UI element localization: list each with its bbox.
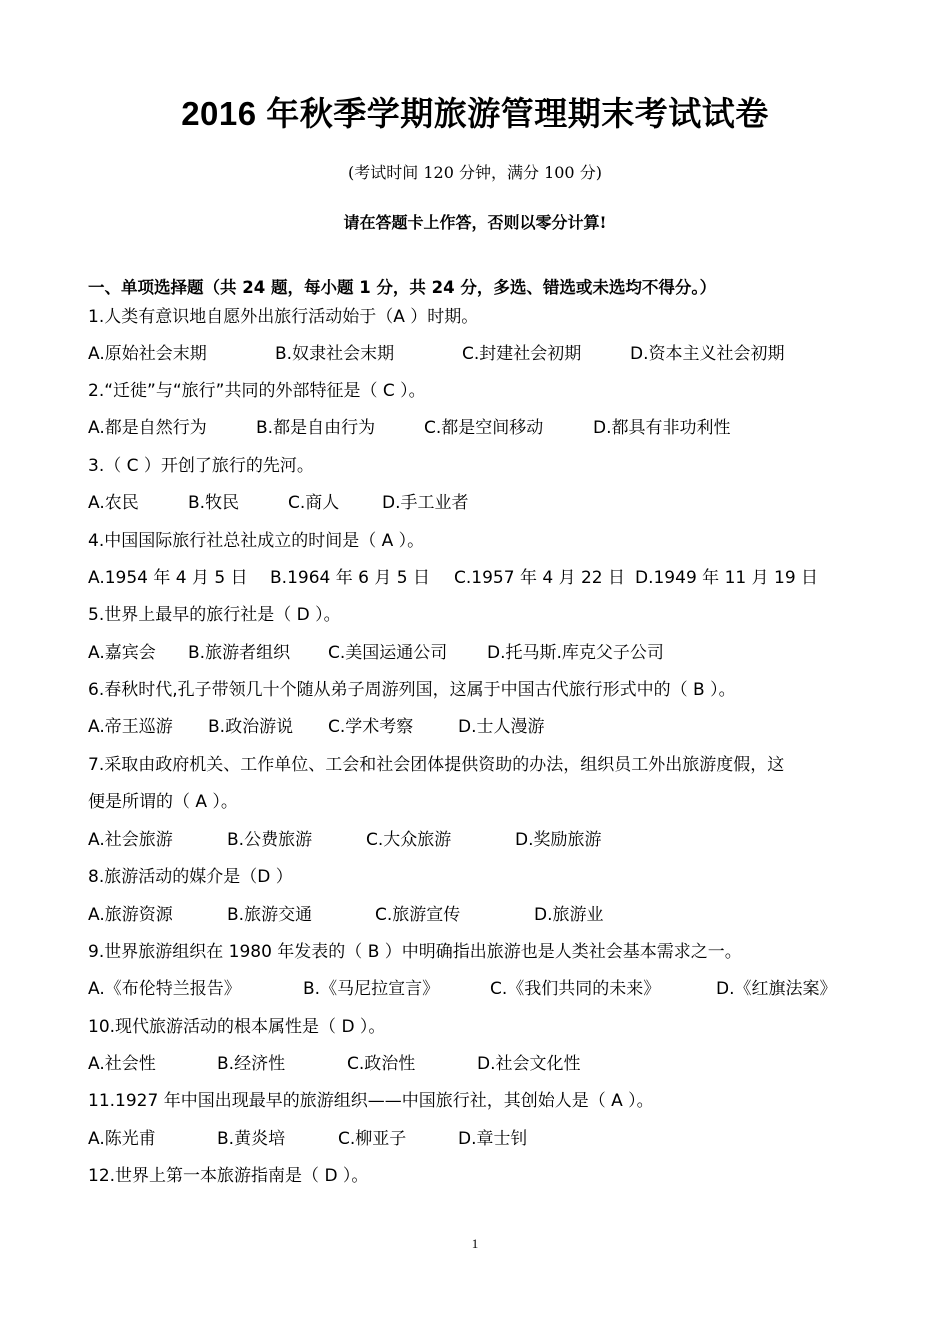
option-a: A.农民: [88, 493, 139, 513]
option-d: D.士人漫游: [458, 717, 545, 737]
option-d: D.《红旗法案》: [716, 979, 837, 999]
option-b: B.都是自由行为: [256, 418, 376, 438]
question-8: 8.旅游活动的媒介是（D ）: [88, 867, 293, 887]
option-b: B.黄炎培: [217, 1129, 286, 1149]
question-6: 6.春秋时代,孔子带领几十个随从弟子周游列国，这属于中国古代旅行形式中的（ B ）。: [88, 680, 736, 700]
option-b: B.《马尼拉宣言》: [303, 979, 440, 999]
question-9-options: [88, 977, 878, 1001]
option-c: C.学术考察: [328, 717, 414, 737]
option-a: A.旅游资源: [88, 905, 173, 925]
option-a: A.陈光甫: [88, 1129, 156, 1149]
question-5: 5.世界上最早的旅行社是（ D ）。: [88, 605, 341, 625]
question-6-options: [88, 715, 878, 739]
question-4: 4.中国国际旅行社总社成立的时间是（ A ）。: [88, 531, 425, 551]
option-c: C.1957 年 4 月 22 日: [454, 568, 626, 588]
option-c: C.美国运通公司: [328, 643, 448, 663]
option-c: C.大众旅游: [366, 830, 452, 850]
option-b: B.旅游者组织: [188, 643, 291, 663]
question-4-options: [88, 566, 878, 590]
option-c: C.旅游宣传: [375, 905, 461, 925]
question-11: 11.1927 年中国出现最早的旅游组织——中国旅行社，其创始人是（ A ）。: [88, 1091, 654, 1111]
option-b: B.牧民: [188, 493, 240, 513]
option-a: A.《布伦特兰报告》: [88, 979, 241, 999]
question-2: 2.“迁徙”与“旅行”共同的外部特征是（ C ）。: [88, 381, 426, 401]
question-7-continued: 便是所谓的（ A ）。: [88, 792, 238, 812]
option-d: D.社会文化性: [477, 1054, 581, 1074]
option-b: B.公费旅游: [227, 830, 313, 850]
question-3: 3.（ C ）开创了旅行的先河。: [88, 456, 314, 476]
exam-duration-note: (考试时间 120 分钟，满分 100 分): [348, 163, 602, 182]
option-a: A.帝王巡游: [88, 717, 173, 737]
question-7: 7.采取由政府机关、工作单位、工会和社会团体提供资助的办法，组织员工外出旅游度假，这: [88, 755, 785, 775]
question-11-options: [88, 1127, 878, 1151]
section-heading: 一、单项选择题（共 24 题，每小题 1 分，共 24 分，多选、错选或未选均不得分。）: [88, 278, 717, 297]
option-c: C.封建社会初期: [462, 344, 582, 364]
option-a: A.嘉宾会: [88, 643, 156, 663]
option-b: B.1964 年 6 月 5 日: [270, 568, 430, 588]
question-9: 9.世界旅游组织在 1980 年发表的（ B ）中明确指出旅游也是人类社会基本需求之一。: [88, 942, 742, 962]
option-b: B.奴隶社会末期: [275, 344, 395, 364]
option-d: D.都具有非功利性: [593, 418, 731, 438]
question-10: 10.现代旅游活动的根本属性是（ D ）。: [88, 1017, 386, 1037]
option-b: B.经济性: [217, 1054, 286, 1074]
question-10-options: [88, 1052, 878, 1076]
option-a: A.原始社会末期: [88, 344, 207, 364]
option-d: D.资本主义社会初期: [630, 344, 785, 364]
option-b: B.政治游说: [208, 717, 294, 737]
option-d: D.章士钊: [458, 1129, 528, 1149]
option-d: D.奖励旅游: [515, 830, 602, 850]
option-d: D.手工业者: [382, 493, 469, 513]
option-d: D.旅游业: [534, 905, 604, 925]
question-5-options: [88, 641, 878, 665]
question-1: 1.人类有意识地自愿外出旅行活动始于（A ）时期。: [88, 307, 479, 327]
page-number: 1: [471, 1236, 479, 1251]
option-a: A.社会性: [88, 1054, 156, 1074]
option-c: C.《我们共同的未来》: [490, 979, 661, 999]
option-a: A.1954 年 4 月 5 日: [88, 568, 248, 588]
question-1-options: [88, 342, 878, 366]
page-title: 2016 年秋季学期旅游管理期末考试试卷: [181, 95, 769, 132]
question-12: 12.世界上第一本旅游指南是（ D ）。: [88, 1166, 369, 1186]
question-8-options: [88, 903, 878, 927]
question-3-options: [88, 491, 878, 515]
question-2-options: [88, 416, 878, 440]
option-a: A.社会旅游: [88, 830, 173, 850]
question-7-options: [88, 828, 878, 852]
answer-sheet-notice: 请在答题卡上作答，否则以零分计算!: [343, 213, 607, 232]
option-c: C.柳亚子: [338, 1129, 407, 1149]
option-c: C.商人: [288, 493, 340, 513]
option-c: C.都是空间移动: [424, 418, 544, 438]
option-d: D.1949 年 11 月 19 日: [635, 568, 819, 588]
option-c: C.政治性: [347, 1054, 416, 1074]
option-d: D.托马斯.库克父子公司: [487, 643, 664, 663]
option-b: B.旅游交通: [227, 905, 313, 925]
option-a: A.都是自然行为: [88, 418, 207, 438]
